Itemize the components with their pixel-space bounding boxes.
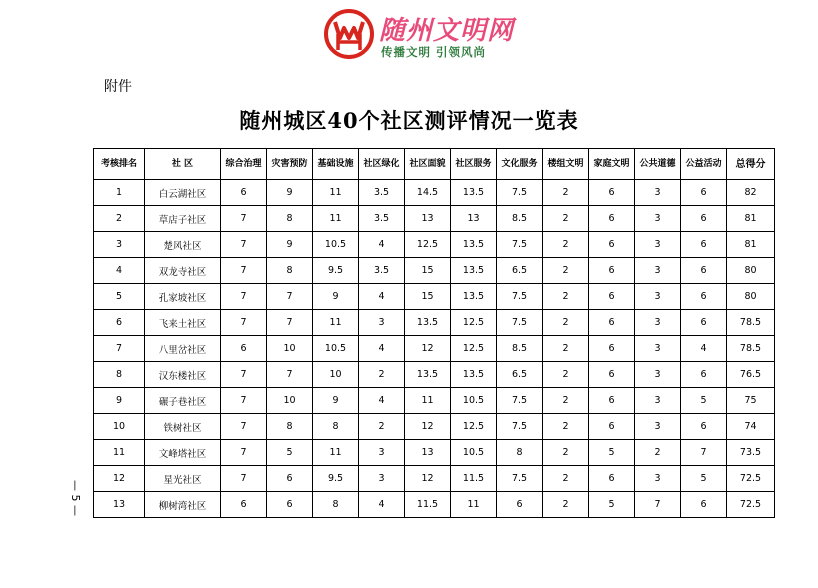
table-cell: 3.5 <box>359 258 405 284</box>
table-cell: 6 <box>589 336 635 362</box>
table-cell: 9 <box>313 284 359 310</box>
table-cell: 3 <box>635 336 681 362</box>
table-cell: 12.5 <box>405 232 451 258</box>
table-cell: 8.5 <box>497 336 543 362</box>
table-cell: 8 <box>497 440 543 466</box>
table-cell: 3 <box>359 440 405 466</box>
table-row <box>94 388 775 414</box>
table-cell: 7 <box>221 232 267 258</box>
table-cell: 7.5 <box>497 180 543 206</box>
column-header: 社区面貌 <box>405 149 451 180</box>
table-cell: 7 <box>267 284 313 310</box>
table-cell: 9 <box>94 388 145 414</box>
table-cell: 7.5 <box>497 466 543 492</box>
table-cell: 5 <box>589 440 635 466</box>
table-cell: 10 <box>313 362 359 388</box>
table-cell: 6 <box>589 180 635 206</box>
table-row <box>94 440 775 466</box>
table-cell: 13.5 <box>451 180 497 206</box>
table-cell: 6 <box>681 180 727 206</box>
table-cell: 6 <box>589 414 635 440</box>
table-cell: 13.5 <box>405 362 451 388</box>
table-cell: 13.5 <box>451 362 497 388</box>
table-cell: 2 <box>543 440 589 466</box>
table-cell: 3 <box>635 362 681 388</box>
table-cell: 13 <box>94 492 145 518</box>
table-cell: 6 <box>681 284 727 310</box>
logo-title: 随州文明网 <box>379 16 515 46</box>
table-cell: 孔家坡社区 <box>145 284 221 310</box>
table-cell: 10.5 <box>451 440 497 466</box>
table-cell: 15 <box>405 284 451 310</box>
table-cell: 8 <box>267 206 313 232</box>
table-cell: 11.5 <box>451 466 497 492</box>
table-cell: 80 <box>727 258 775 284</box>
table-cell: 8 <box>94 362 145 388</box>
table-cell: 6 <box>221 180 267 206</box>
page-title: 随州城区40个社区测评情况一览表 <box>239 108 579 133</box>
table-cell: 13 <box>405 440 451 466</box>
table-row <box>94 362 775 388</box>
table-cell: 6 <box>681 310 727 336</box>
table-cell: 3.5 <box>359 206 405 232</box>
table-cell: 11 <box>405 388 451 414</box>
table-cell: 3 <box>635 180 681 206</box>
table-cell: 6 <box>589 206 635 232</box>
table-cell: 7 <box>94 336 145 362</box>
table-cell: 12 <box>405 466 451 492</box>
table-cell: 13.5 <box>451 232 497 258</box>
table-cell: 6 <box>589 232 635 258</box>
table-cell: 9.5 <box>313 466 359 492</box>
table-cell: 6.5 <box>497 258 543 284</box>
table-cell: 81 <box>727 232 775 258</box>
table-cell: 5 <box>681 388 727 414</box>
table-cell: 6 <box>589 284 635 310</box>
column-header: 综合治理 <box>221 149 267 180</box>
table-cell: 73.5 <box>727 440 775 466</box>
table-cell: 碾子巷社区 <box>145 388 221 414</box>
table-row <box>94 258 775 284</box>
table-cell: 5 <box>267 440 313 466</box>
table-cell: 7 <box>267 310 313 336</box>
table-cell: 10.5 <box>313 232 359 258</box>
table-cell: 6 <box>681 258 727 284</box>
column-header: 考核排名 <box>94 149 145 180</box>
table-row <box>94 180 775 206</box>
table-cell: 7 <box>221 284 267 310</box>
table-cell: 2 <box>359 362 405 388</box>
table-cell: 6 <box>681 232 727 258</box>
table-cell: 8 <box>313 492 359 518</box>
attachment-label: 附件 <box>104 79 132 95</box>
table-cell: 2 <box>543 388 589 414</box>
table-cell: 6 <box>681 414 727 440</box>
table-cell: 7.5 <box>497 284 543 310</box>
table-cell: 11 <box>313 440 359 466</box>
table-row <box>94 336 775 362</box>
table-cell: 7 <box>635 492 681 518</box>
table-cell: 2 <box>543 414 589 440</box>
column-header: 公益活动 <box>681 149 727 180</box>
table-cell: 80 <box>727 284 775 310</box>
logo-emblem-icon <box>323 8 375 60</box>
table-row <box>94 414 775 440</box>
table-cell: 13.5 <box>451 284 497 310</box>
table-cell: 82 <box>727 180 775 206</box>
table-cell: 2 <box>543 180 589 206</box>
page-number: — 5 — <box>69 480 82 516</box>
table-cell: 6 <box>681 362 727 388</box>
table-cell: 7 <box>221 206 267 232</box>
table-cell: 14.5 <box>405 180 451 206</box>
table-cell: 75 <box>727 388 775 414</box>
table-cell: 9 <box>267 232 313 258</box>
table-cell: 柳树湾社区 <box>145 492 221 518</box>
table-cell: 4 <box>94 258 145 284</box>
table-cell: 13 <box>405 206 451 232</box>
table-cell: 81 <box>727 206 775 232</box>
table-cell: 2 <box>543 206 589 232</box>
column-header: 总得分 <box>727 149 775 180</box>
table-cell: 6 <box>267 492 313 518</box>
table-cell: 5 <box>681 466 727 492</box>
table-cell: 汉东楼社区 <box>145 362 221 388</box>
table-cell: 八里岔社区 <box>145 336 221 362</box>
table-cell: 飞来土社区 <box>145 310 221 336</box>
table-cell: 9.5 <box>313 258 359 284</box>
table-header-row <box>94 149 775 180</box>
table-cell: 6 <box>589 310 635 336</box>
table-cell: 4 <box>359 492 405 518</box>
table-cell: 7 <box>221 466 267 492</box>
table-row <box>94 310 775 336</box>
table-cell: 6 <box>221 336 267 362</box>
table-cell: 11 <box>94 440 145 466</box>
table-cell: 72.5 <box>727 466 775 492</box>
table-cell: 草店子社区 <box>145 206 221 232</box>
table-cell: 11 <box>313 310 359 336</box>
table-cell: 12.5 <box>451 310 497 336</box>
table-cell: 7.5 <box>497 310 543 336</box>
table-cell: 11 <box>313 180 359 206</box>
table-cell: 2 <box>543 492 589 518</box>
table-cell: 3 <box>635 284 681 310</box>
site-logo <box>323 8 523 66</box>
table-cell: 7.5 <box>497 414 543 440</box>
column-header: 公共道德 <box>635 149 681 180</box>
table-cell: 13.5 <box>451 258 497 284</box>
table-cell: 4 <box>359 232 405 258</box>
table-cell: 3 <box>635 388 681 414</box>
column-header: 社区服务 <box>451 149 497 180</box>
table-row <box>94 206 775 232</box>
table-cell: 4 <box>359 388 405 414</box>
table-cell: 12.5 <box>451 336 497 362</box>
table-cell: 6 <box>589 388 635 414</box>
table-cell: 楚风社区 <box>145 232 221 258</box>
table-cell: 11.5 <box>405 492 451 518</box>
table-cell: 3 <box>635 466 681 492</box>
table-cell: 12 <box>94 466 145 492</box>
table-cell: 2 <box>543 310 589 336</box>
table-cell: 3 <box>635 232 681 258</box>
table-cell: 7 <box>267 362 313 388</box>
table-row <box>94 232 775 258</box>
table-cell: 6 <box>589 258 635 284</box>
table-cell: 7 <box>221 362 267 388</box>
table-cell: 4 <box>359 284 405 310</box>
table-cell: 8 <box>267 258 313 284</box>
table-cell: 2 <box>635 440 681 466</box>
table-cell: 双龙寺社区 <box>145 258 221 284</box>
table-cell: 6 <box>589 466 635 492</box>
table-cell: 9 <box>267 180 313 206</box>
column-header: 楼组文明 <box>543 149 589 180</box>
column-header: 家庭文明 <box>589 149 635 180</box>
column-header: 灾害预防 <box>267 149 313 180</box>
table-cell: 3 <box>635 258 681 284</box>
table-cell: 2 <box>543 284 589 310</box>
table-cell: 2 <box>543 466 589 492</box>
table-cell: 12.5 <box>451 414 497 440</box>
table-cell: 8 <box>313 414 359 440</box>
table-cell: 5 <box>589 492 635 518</box>
table-cell: 1 <box>94 180 145 206</box>
column-header: 文化服务 <box>497 149 543 180</box>
table-cell: 11 <box>451 492 497 518</box>
table-cell: 6 <box>497 492 543 518</box>
table-row <box>94 284 775 310</box>
table-cell: 10 <box>94 414 145 440</box>
table-cell: 2 <box>543 232 589 258</box>
table-cell: 15 <box>405 258 451 284</box>
table-cell: 4 <box>681 336 727 362</box>
table-cell: 10 <box>267 388 313 414</box>
table-cell: 3 <box>359 310 405 336</box>
table-cell: 3 <box>635 310 681 336</box>
table-cell: 铁树社区 <box>145 414 221 440</box>
table-row <box>94 466 775 492</box>
table-cell: 文峰塔社区 <box>145 440 221 466</box>
table-cell: 星光社区 <box>145 466 221 492</box>
column-header: 基础设施 <box>313 149 359 180</box>
table-cell: 6 <box>681 206 727 232</box>
column-header: 社区绿化 <box>359 149 405 180</box>
table-cell: 7 <box>681 440 727 466</box>
table-cell: 4 <box>359 336 405 362</box>
table-cell: 6 <box>681 492 727 518</box>
table-cell: 7 <box>221 310 267 336</box>
table-cell: 7 <box>221 414 267 440</box>
ranking-table <box>93 148 775 518</box>
table-cell: 6 <box>589 362 635 388</box>
table-cell: 10.5 <box>313 336 359 362</box>
logo-slogan: 传播文明 引领风尚 <box>381 45 487 59</box>
table-cell: 11 <box>313 206 359 232</box>
table-cell: 9 <box>313 388 359 414</box>
table-cell: 3 <box>359 466 405 492</box>
table-cell: 白云湖社区 <box>145 180 221 206</box>
column-header: 社 区 <box>145 149 221 180</box>
table-cell: 7 <box>221 388 267 414</box>
table-cell: 12 <box>405 414 451 440</box>
table-cell: 7 <box>221 440 267 466</box>
table-cell: 2 <box>94 206 145 232</box>
table-cell: 74 <box>727 414 775 440</box>
table-cell: 2 <box>359 414 405 440</box>
table-cell: 6.5 <box>497 362 543 388</box>
table-cell: 6 <box>94 310 145 336</box>
table-cell: 8.5 <box>497 206 543 232</box>
table-cell: 13 <box>451 206 497 232</box>
table-cell: 2 <box>543 258 589 284</box>
table-cell: 3.5 <box>359 180 405 206</box>
table-cell: 10 <box>267 336 313 362</box>
table-cell: 8 <box>267 414 313 440</box>
table-cell: 7 <box>221 258 267 284</box>
table-cell: 2 <box>543 362 589 388</box>
table-row <box>94 492 775 518</box>
table-cell: 7.5 <box>497 388 543 414</box>
table-cell: 13.5 <box>405 310 451 336</box>
table-cell: 76.5 <box>727 362 775 388</box>
table-cell: 72.5 <box>727 492 775 518</box>
table-cell: 2 <box>543 336 589 362</box>
table-cell: 78.5 <box>727 310 775 336</box>
table-cell: 6 <box>221 492 267 518</box>
table-cell: 7.5 <box>497 232 543 258</box>
table-cell: 3 <box>94 232 145 258</box>
table-cell: 12 <box>405 336 451 362</box>
table-cell: 3 <box>635 206 681 232</box>
table-cell: 10.5 <box>451 388 497 414</box>
table-cell: 5 <box>94 284 145 310</box>
table-cell: 3 <box>635 414 681 440</box>
table-cell: 6 <box>267 466 313 492</box>
table-cell: 78.5 <box>727 336 775 362</box>
